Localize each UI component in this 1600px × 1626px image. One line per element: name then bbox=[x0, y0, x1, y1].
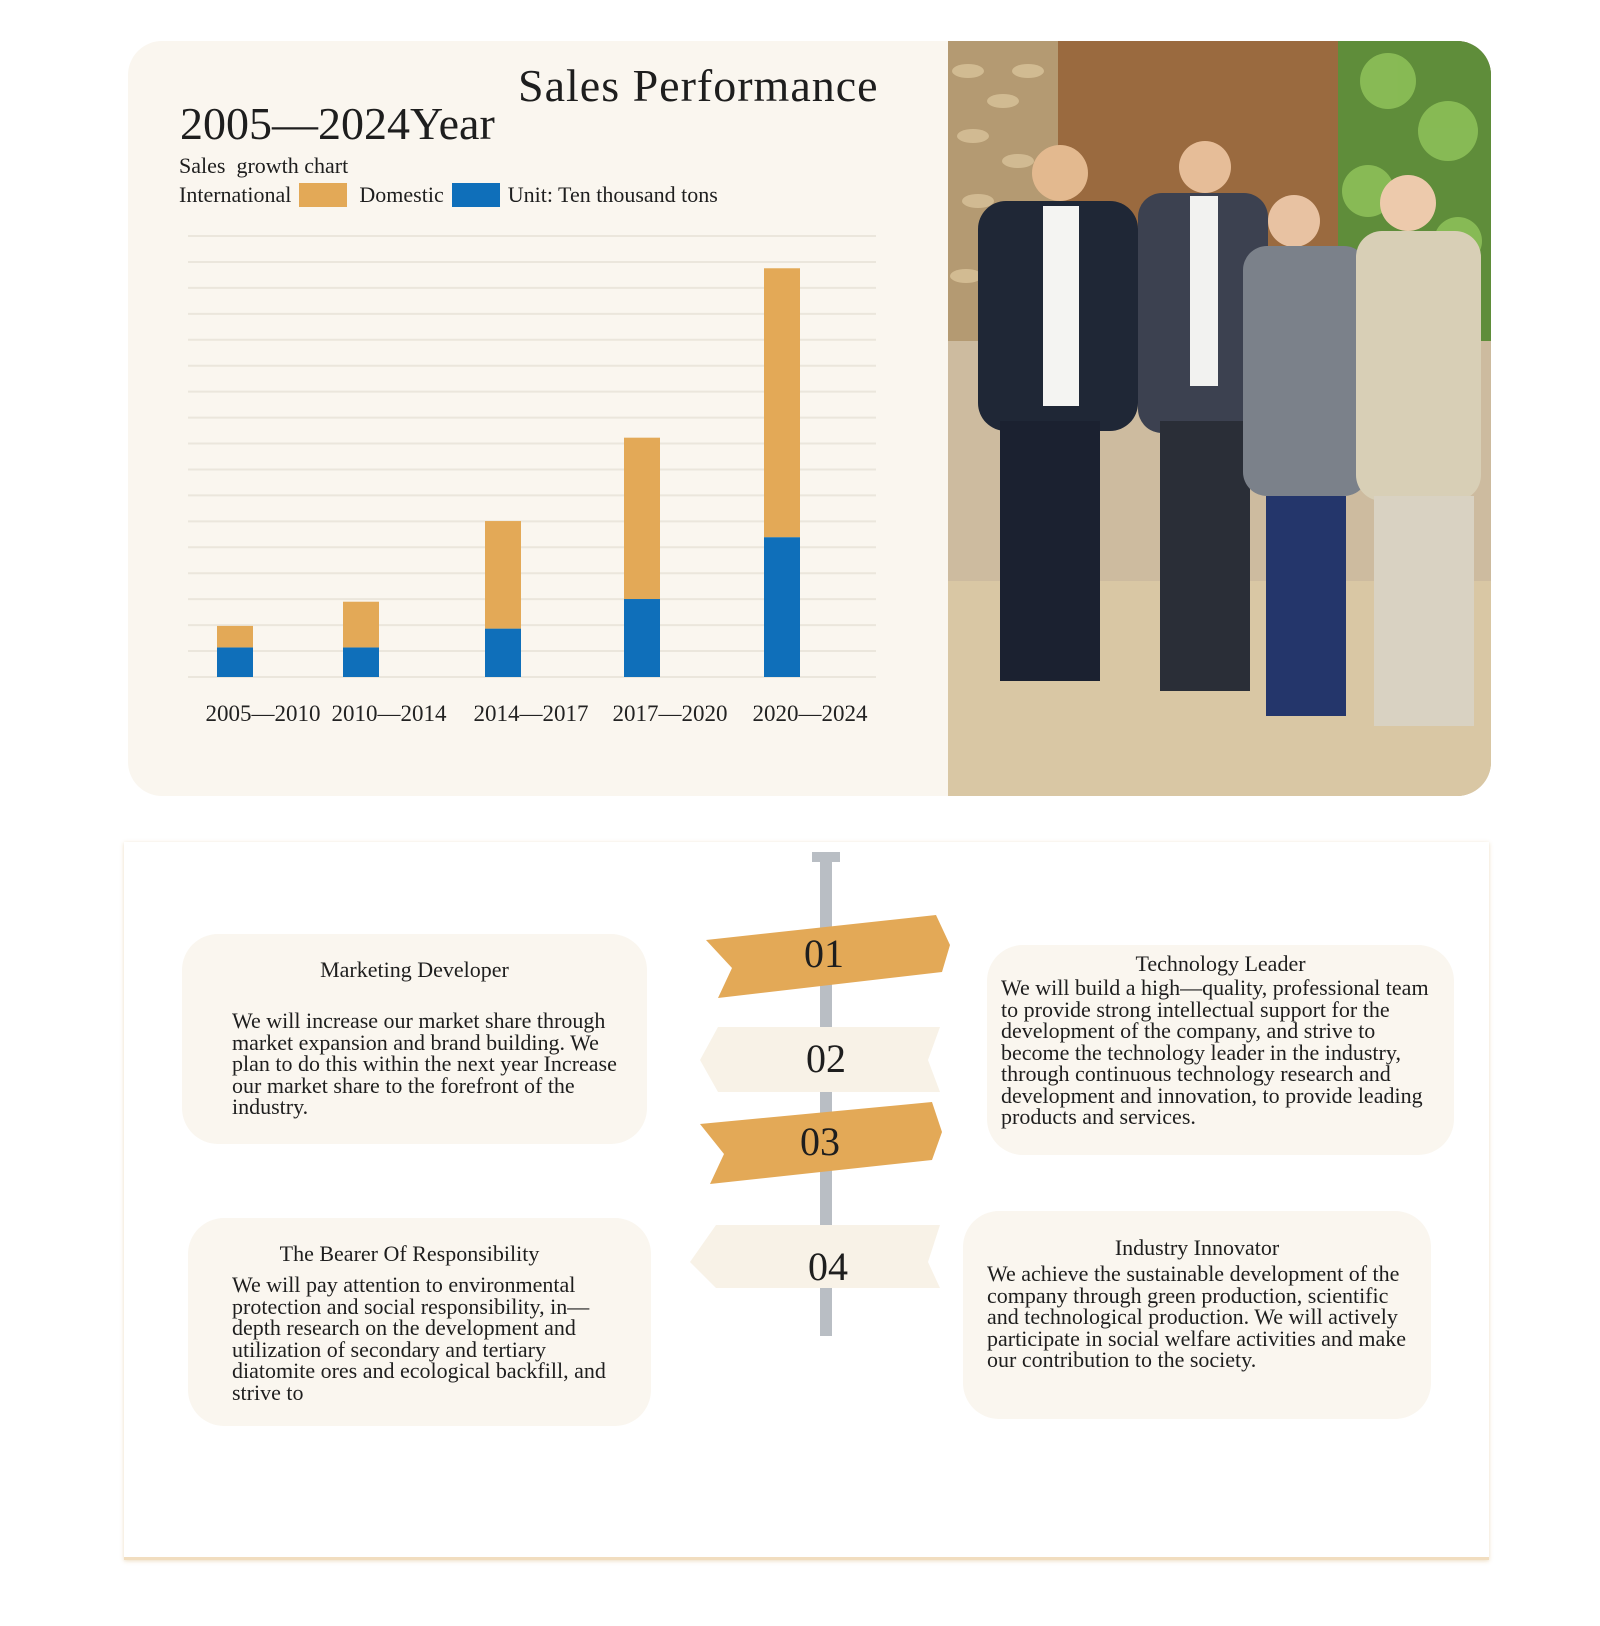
legend-unit-label: Unit: Ten thousand tons bbox=[507, 182, 718, 207]
industry-innovator-title: Industry Innovator bbox=[1114, 1235, 1280, 1260]
responsibility-box bbox=[188, 1218, 651, 1426]
legend-domestic-label: Domestic bbox=[359, 182, 444, 207]
x-tick-label: 2005—2010 bbox=[205, 701, 321, 726]
legend-international-label: International bbox=[179, 182, 292, 207]
technology-leader-box bbox=[987, 945, 1454, 1155]
responsibility-title: The Bearer Of Responsibility bbox=[279, 1241, 540, 1266]
chart-panel bbox=[128, 41, 948, 796]
marketing-developer-box bbox=[182, 934, 647, 1144]
industry-innovator-text: We achieve the sustainable development of the company through green production, scientific and technological production. We will actively participate in social welfare activities and make our contribution to the society. bbox=[987, 1261, 1407, 1372]
timeline-cap bbox=[812, 852, 840, 862]
marketing-developer-title: Marketing Developer bbox=[320, 957, 509, 982]
marketing-developer-text: We will increase our market share through market expansion and brand building. We plan to do this within the next year Increase our market share to the forefront of the industry. bbox=[232, 1008, 617, 1119]
x-tick-label: 2017—2020 bbox=[612, 701, 728, 726]
chart-title: Sales Performance bbox=[518, 60, 879, 111]
bar-domestic-5 bbox=[764, 537, 800, 677]
bar-domestic-1 bbox=[217, 647, 253, 677]
bar-domestic-2 bbox=[343, 647, 379, 677]
badge-01-number: 01 bbox=[804, 931, 844, 976]
responsibility-text: We will pay attention to environmental protection and social responsibility, in—depth research on the development and utilization of secondary and tertiary diatomite ores and ecological backfill, and strive to bbox=[232, 1274, 606, 1404]
bar-international-3 bbox=[485, 521, 521, 629]
chart-subtitle: Sales growth chart bbox=[179, 153, 349, 178]
badge-03-number: 03 bbox=[800, 1119, 840, 1164]
sales-performance-card bbox=[128, 41, 1491, 796]
badge-02-number: 02 bbox=[806, 1036, 846, 1081]
bar-domestic-4 bbox=[624, 599, 660, 677]
bar-international-1 bbox=[217, 626, 253, 648]
strategy-card bbox=[124, 842, 1489, 1560]
person-4 bbox=[1356, 175, 1481, 726]
x-tick-label: 2014—2017 bbox=[473, 701, 589, 726]
bar-international-5 bbox=[764, 268, 800, 537]
bar-international-4 bbox=[624, 438, 660, 599]
x-tick-label: 2020—2024 bbox=[752, 701, 868, 726]
technology-leader-title: Technology Leader bbox=[1135, 951, 1306, 976]
technology-leader-text: We will build a high—quality, professional team to provide strong intellectual support for the development of the company, and strive to become the technology leader in the industry, through continuous technology research and development and innovation, to provide leading products and services. bbox=[1001, 975, 1429, 1129]
x-tick-label: 2010—2014 bbox=[331, 701, 447, 726]
group-photo bbox=[948, 41, 1491, 796]
group-photo-icon bbox=[948, 41, 1491, 796]
industry-innovator-box bbox=[963, 1211, 1431, 1419]
badge-04-number: 04 bbox=[808, 1244, 848, 1289]
year-range-title: 2005—2024Year bbox=[180, 98, 495, 149]
bar-international-2 bbox=[343, 602, 379, 648]
bar-domestic-3 bbox=[485, 629, 521, 677]
bar-chart bbox=[128, 41, 948, 796]
